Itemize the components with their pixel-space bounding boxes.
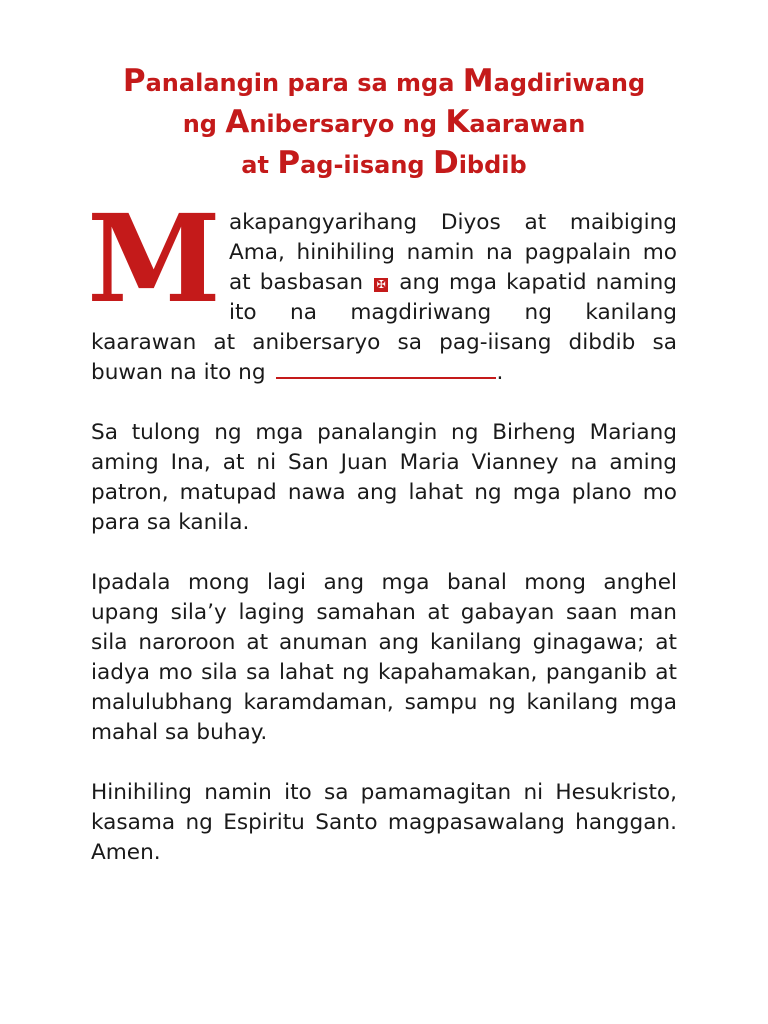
prayer-paragraph-3: Ipadala mong lagi ang mga banal mong anghel upang sila’y laging samahan at gabayan saan man sila naroroon at anuman ang kanilang ginagawa; at iadya mo sila sa lahat ng kapahamakan, panganib at malulubhang karamdaman, sampu ng kanilang mga mahal sa buhay. (91, 570, 677, 745)
prayer-paragraph-1: Makapangyarihang Diyos at maibiging Ama, hinihiling namin na pagpalain mo at basbasan ✠ ang mga kapatid naming ito na magdiriwang ng kanilang kaarawan at anibersaryo sa pag-iisang dibdib sa buwan na ito ng . (87, 187, 677, 385)
prayer-body (87, 187, 677, 898)
drop-cap: M (87, 187, 221, 330)
prayer-paragraph-2: Sa tulong ng mga panalangin ng Birheng Mariang aming Ina, at ni San Juan Maria Vianney na aming patron, matupad nawa ang lahat ng mga plano mo para sa kanila. (91, 420, 677, 535)
title-line-3: at Pag-iisang Dibdib (241, 145, 527, 181)
prayer-paragraph-4: Hinihiling namin ito sa pamamagitan ni Hesukristo, kasama ng Espiritu Santo magpasawalang hanggan. Amen. (91, 780, 677, 865)
prayer-title (0, 62, 768, 185)
title-line-1: Panalangin para sa mga Magdiriwang (122, 63, 646, 99)
title-line-2: ng Anibersaryo ng Kaarawan (182, 104, 586, 140)
cross-icon: ✠ (374, 278, 388, 292)
name-blank-line (276, 359, 496, 379)
